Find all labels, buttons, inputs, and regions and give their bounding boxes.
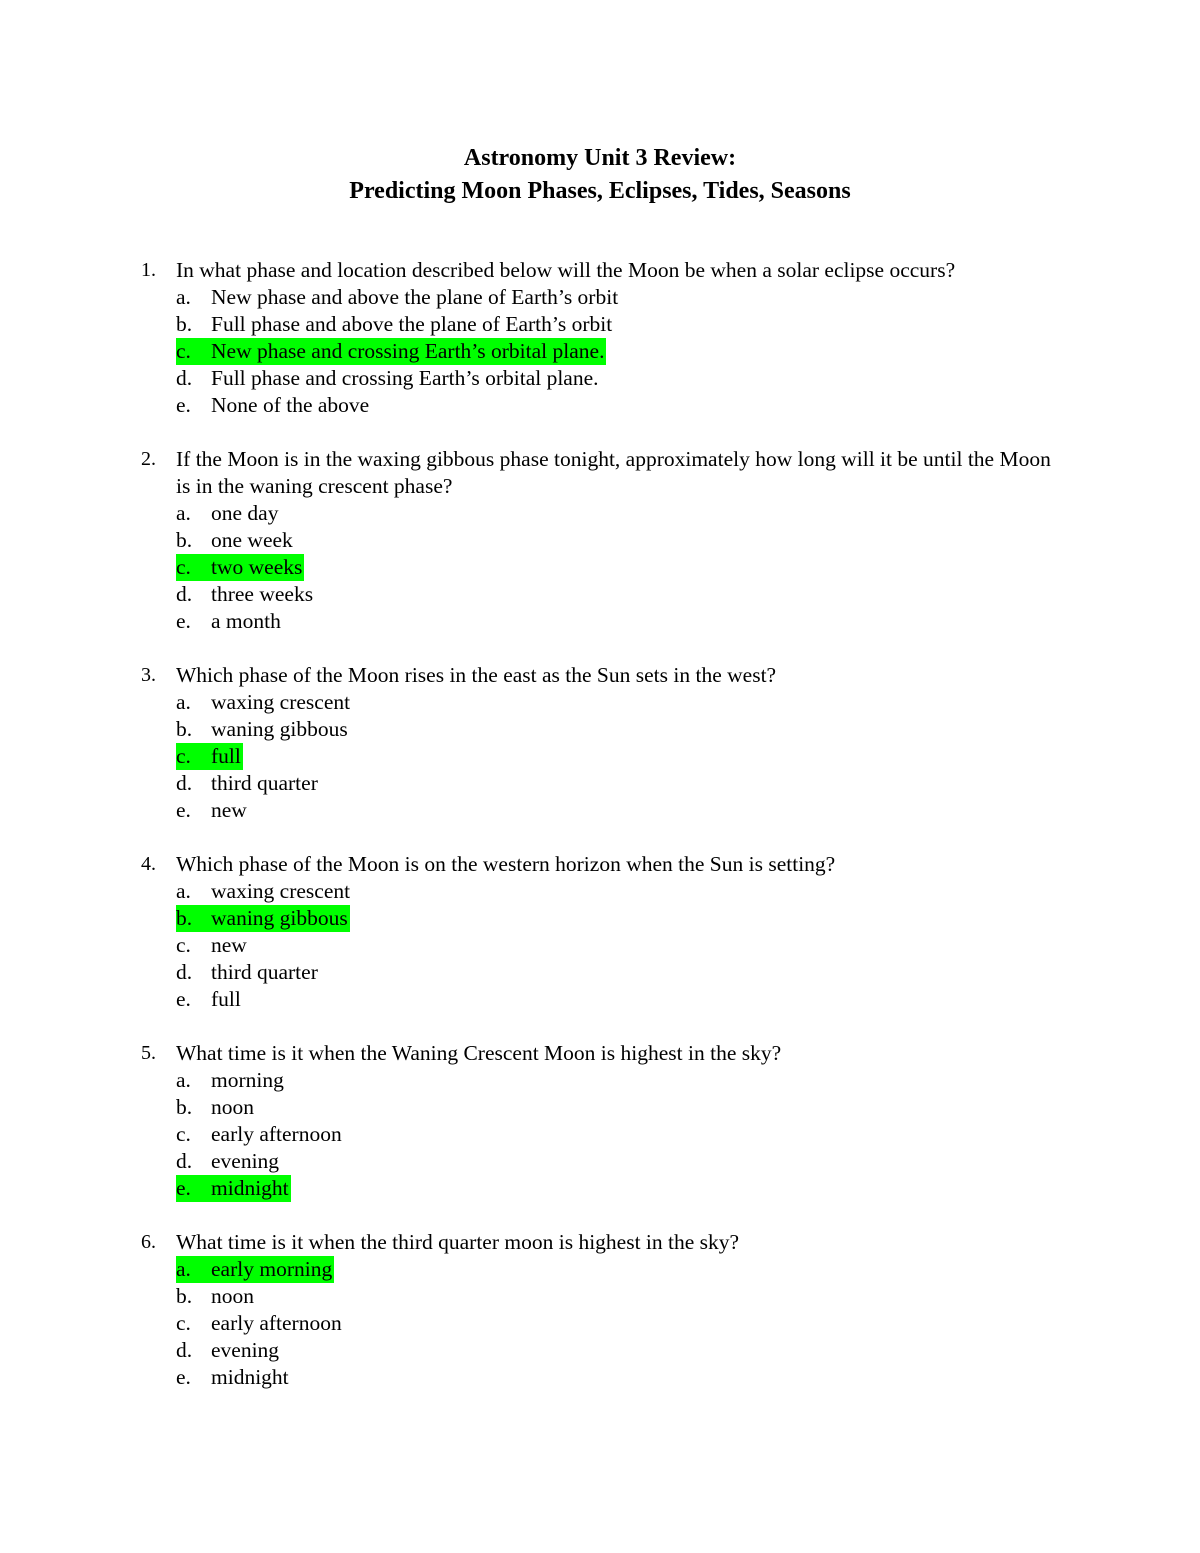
document-title xyxy=(0,142,1200,208)
answer-choice xyxy=(0,716,1200,743)
choice-text: early morning xyxy=(211,1257,333,1281)
choice-list xyxy=(0,1067,1200,1202)
question-item xyxy=(0,662,1200,824)
answer-choice xyxy=(0,365,1200,392)
choice-content xyxy=(176,392,371,419)
choice-content xyxy=(176,797,249,824)
title-line-1: Astronomy Unit 3 Review: xyxy=(463,145,737,171)
answer-choice xyxy=(0,500,1200,527)
choice-text: New phase and above the plane of Earth’s orbit xyxy=(211,285,619,309)
choice-text: third quarter xyxy=(211,960,318,984)
choice-content xyxy=(176,1148,281,1175)
answer-choice xyxy=(0,1121,1200,1148)
choice-text: full xyxy=(211,987,241,1011)
answer-choice xyxy=(0,392,1200,419)
choice-letter: a. xyxy=(176,285,191,309)
choice-content xyxy=(176,500,280,527)
choice-letter: e. xyxy=(176,1365,191,1389)
choice-content xyxy=(176,689,352,716)
title-line-2: Predicting Moon Phases, Eclipses, Tides, Seasons xyxy=(349,178,851,204)
question-item xyxy=(0,851,1200,1013)
answer-choice-highlighted xyxy=(0,1256,1200,1283)
choice-text: waxing crescent xyxy=(211,690,351,714)
answer-choice xyxy=(0,689,1200,716)
answer-choice xyxy=(0,932,1200,959)
choice-text: early afternoon xyxy=(211,1311,342,1335)
choice-letter: c. xyxy=(176,933,191,957)
answer-choice xyxy=(0,1283,1200,1310)
answer-choice xyxy=(0,878,1200,905)
choice-letter: b. xyxy=(176,1095,193,1119)
choice-content xyxy=(176,986,243,1013)
choice-letter: b. xyxy=(176,1284,193,1308)
question-text: Which phase of the Moon is on the western horizon when the Sun is setting? xyxy=(176,852,836,876)
question-number: 6. xyxy=(141,1231,156,1253)
choice-text: Full phase and crossing Earth’s orbital plane. xyxy=(211,366,599,390)
choice-text: full xyxy=(211,744,241,768)
choice-letter: c. xyxy=(176,339,191,363)
answer-choice xyxy=(0,1364,1200,1391)
question-text: If the Moon is in the waxing gibbous phase tonight, approximately how long will it be until the Moon is in the waning crescent phase? xyxy=(176,447,1051,498)
choice-letter: c. xyxy=(176,1311,191,1335)
answer-choice xyxy=(0,1148,1200,1175)
question-number: 4. xyxy=(141,853,156,875)
answer-choice xyxy=(0,527,1200,554)
choice-content xyxy=(176,338,606,365)
choice-content xyxy=(176,770,320,797)
choice-content xyxy=(176,1094,256,1121)
choice-letter: e. xyxy=(176,609,191,633)
choice-text: evening xyxy=(211,1149,280,1173)
choice-content xyxy=(176,1337,281,1364)
choice-letter: b. xyxy=(176,906,193,930)
choice-text: morning xyxy=(211,1068,284,1092)
question-item xyxy=(0,257,1200,419)
choice-content xyxy=(176,1310,344,1337)
question-text: What time is it when the Waning Crescent Moon is highest in the sky? xyxy=(176,1041,782,1065)
choice-text: one week xyxy=(211,528,293,552)
choice-text: third quarter xyxy=(211,771,318,795)
choice-text: three weeks xyxy=(211,582,314,606)
question-number: 3. xyxy=(141,664,156,686)
question-item xyxy=(0,1040,1200,1202)
choice-text: a month xyxy=(211,609,281,633)
choice-text: waxing crescent xyxy=(211,879,351,903)
choice-text: None of the above xyxy=(211,393,370,417)
choice-text: waning gibbous xyxy=(211,906,348,930)
choice-list xyxy=(0,689,1200,824)
choice-letter: d. xyxy=(176,1149,193,1173)
answer-choice xyxy=(0,770,1200,797)
answer-choice xyxy=(0,1310,1200,1337)
choice-content xyxy=(176,1067,286,1094)
choice-list xyxy=(0,878,1200,1013)
choice-text: noon xyxy=(211,1284,254,1308)
choice-content xyxy=(176,716,350,743)
choice-letter: c. xyxy=(176,744,191,768)
choice-list xyxy=(0,1256,1200,1391)
choice-letter: e. xyxy=(176,798,191,822)
answer-choice-highlighted xyxy=(0,554,1200,581)
choice-letter: c. xyxy=(176,1122,191,1146)
choice-letter: d. xyxy=(176,960,193,984)
question-number: 1. xyxy=(141,259,156,281)
choice-content xyxy=(176,1121,344,1148)
choice-content xyxy=(176,1256,334,1283)
choice-content xyxy=(176,284,620,311)
choice-letter: b. xyxy=(176,312,193,336)
question-item xyxy=(0,446,1200,635)
question-item xyxy=(0,1229,1200,1391)
choice-letter: a. xyxy=(176,690,191,714)
answer-choice xyxy=(0,986,1200,1013)
choice-text: early afternoon xyxy=(211,1122,342,1146)
answer-choice xyxy=(0,608,1200,635)
choice-letter: d. xyxy=(176,1338,193,1362)
choice-letter: d. xyxy=(176,366,193,390)
choice-letter: a. xyxy=(176,879,191,903)
answer-choice xyxy=(0,581,1200,608)
answer-choice-highlighted xyxy=(0,1175,1200,1202)
answer-choice xyxy=(0,959,1200,986)
choice-text: new xyxy=(211,933,247,957)
choice-text: Full phase and above the plane of Earth’s orbit xyxy=(211,312,613,336)
question-text: In what phase and location described below will the Moon be when a solar eclipse occurs? xyxy=(176,258,956,282)
choice-letter: a. xyxy=(176,1257,191,1281)
answer-choice xyxy=(0,284,1200,311)
choice-text: noon xyxy=(211,1095,254,1119)
choice-letter: d. xyxy=(176,582,193,606)
choice-list xyxy=(0,500,1200,635)
answer-choice-highlighted xyxy=(0,905,1200,932)
choice-content xyxy=(176,608,283,635)
choice-content xyxy=(176,743,243,770)
answer-choice xyxy=(0,797,1200,824)
choice-text: waning gibbous xyxy=(211,717,348,741)
choice-content xyxy=(176,878,352,905)
choice-letter: e. xyxy=(176,393,191,417)
choice-content xyxy=(176,1175,291,1202)
choice-content xyxy=(176,932,249,959)
question-text: What time is it when the third quarter moon is highest in the sky? xyxy=(176,1230,740,1254)
question-text: Which phase of the Moon rises in the east as the Sun sets in the west? xyxy=(176,663,777,687)
answer-choice-highlighted xyxy=(0,743,1200,770)
answer-choice xyxy=(0,1094,1200,1121)
answer-choice xyxy=(0,311,1200,338)
choice-text: one day xyxy=(211,501,279,525)
choice-letter: b. xyxy=(176,528,193,552)
choice-letter: a. xyxy=(176,1068,191,1092)
choice-content xyxy=(176,959,320,986)
choice-letter: c. xyxy=(176,555,191,579)
choice-content xyxy=(176,365,601,392)
choice-content xyxy=(176,905,350,932)
choice-content xyxy=(176,311,614,338)
choice-letter: b. xyxy=(176,717,193,741)
choice-letter: e. xyxy=(176,987,191,1011)
choice-text: evening xyxy=(211,1338,280,1362)
choice-content xyxy=(176,554,304,581)
question-number: 5. xyxy=(141,1042,156,1064)
choice-content xyxy=(176,527,295,554)
choice-letter: e. xyxy=(176,1176,191,1200)
answer-choice-highlighted xyxy=(0,338,1200,365)
choice-letter: a. xyxy=(176,501,191,525)
choice-letter: d. xyxy=(176,771,193,795)
choice-content xyxy=(176,581,315,608)
question-number: 2. xyxy=(141,448,156,470)
answer-choice xyxy=(0,1337,1200,1364)
choice-text: midnight xyxy=(211,1176,289,1200)
choice-text: midnight xyxy=(211,1365,289,1389)
choice-content xyxy=(176,1364,291,1391)
question-list xyxy=(0,257,1200,1418)
choice-content xyxy=(176,1283,256,1310)
choice-text: two weeks xyxy=(211,555,303,579)
answer-choice xyxy=(0,1067,1200,1094)
choice-text: new xyxy=(211,798,247,822)
choice-text: New phase and crossing Earth’s orbital plane. xyxy=(211,339,605,363)
choice-list xyxy=(0,284,1200,419)
